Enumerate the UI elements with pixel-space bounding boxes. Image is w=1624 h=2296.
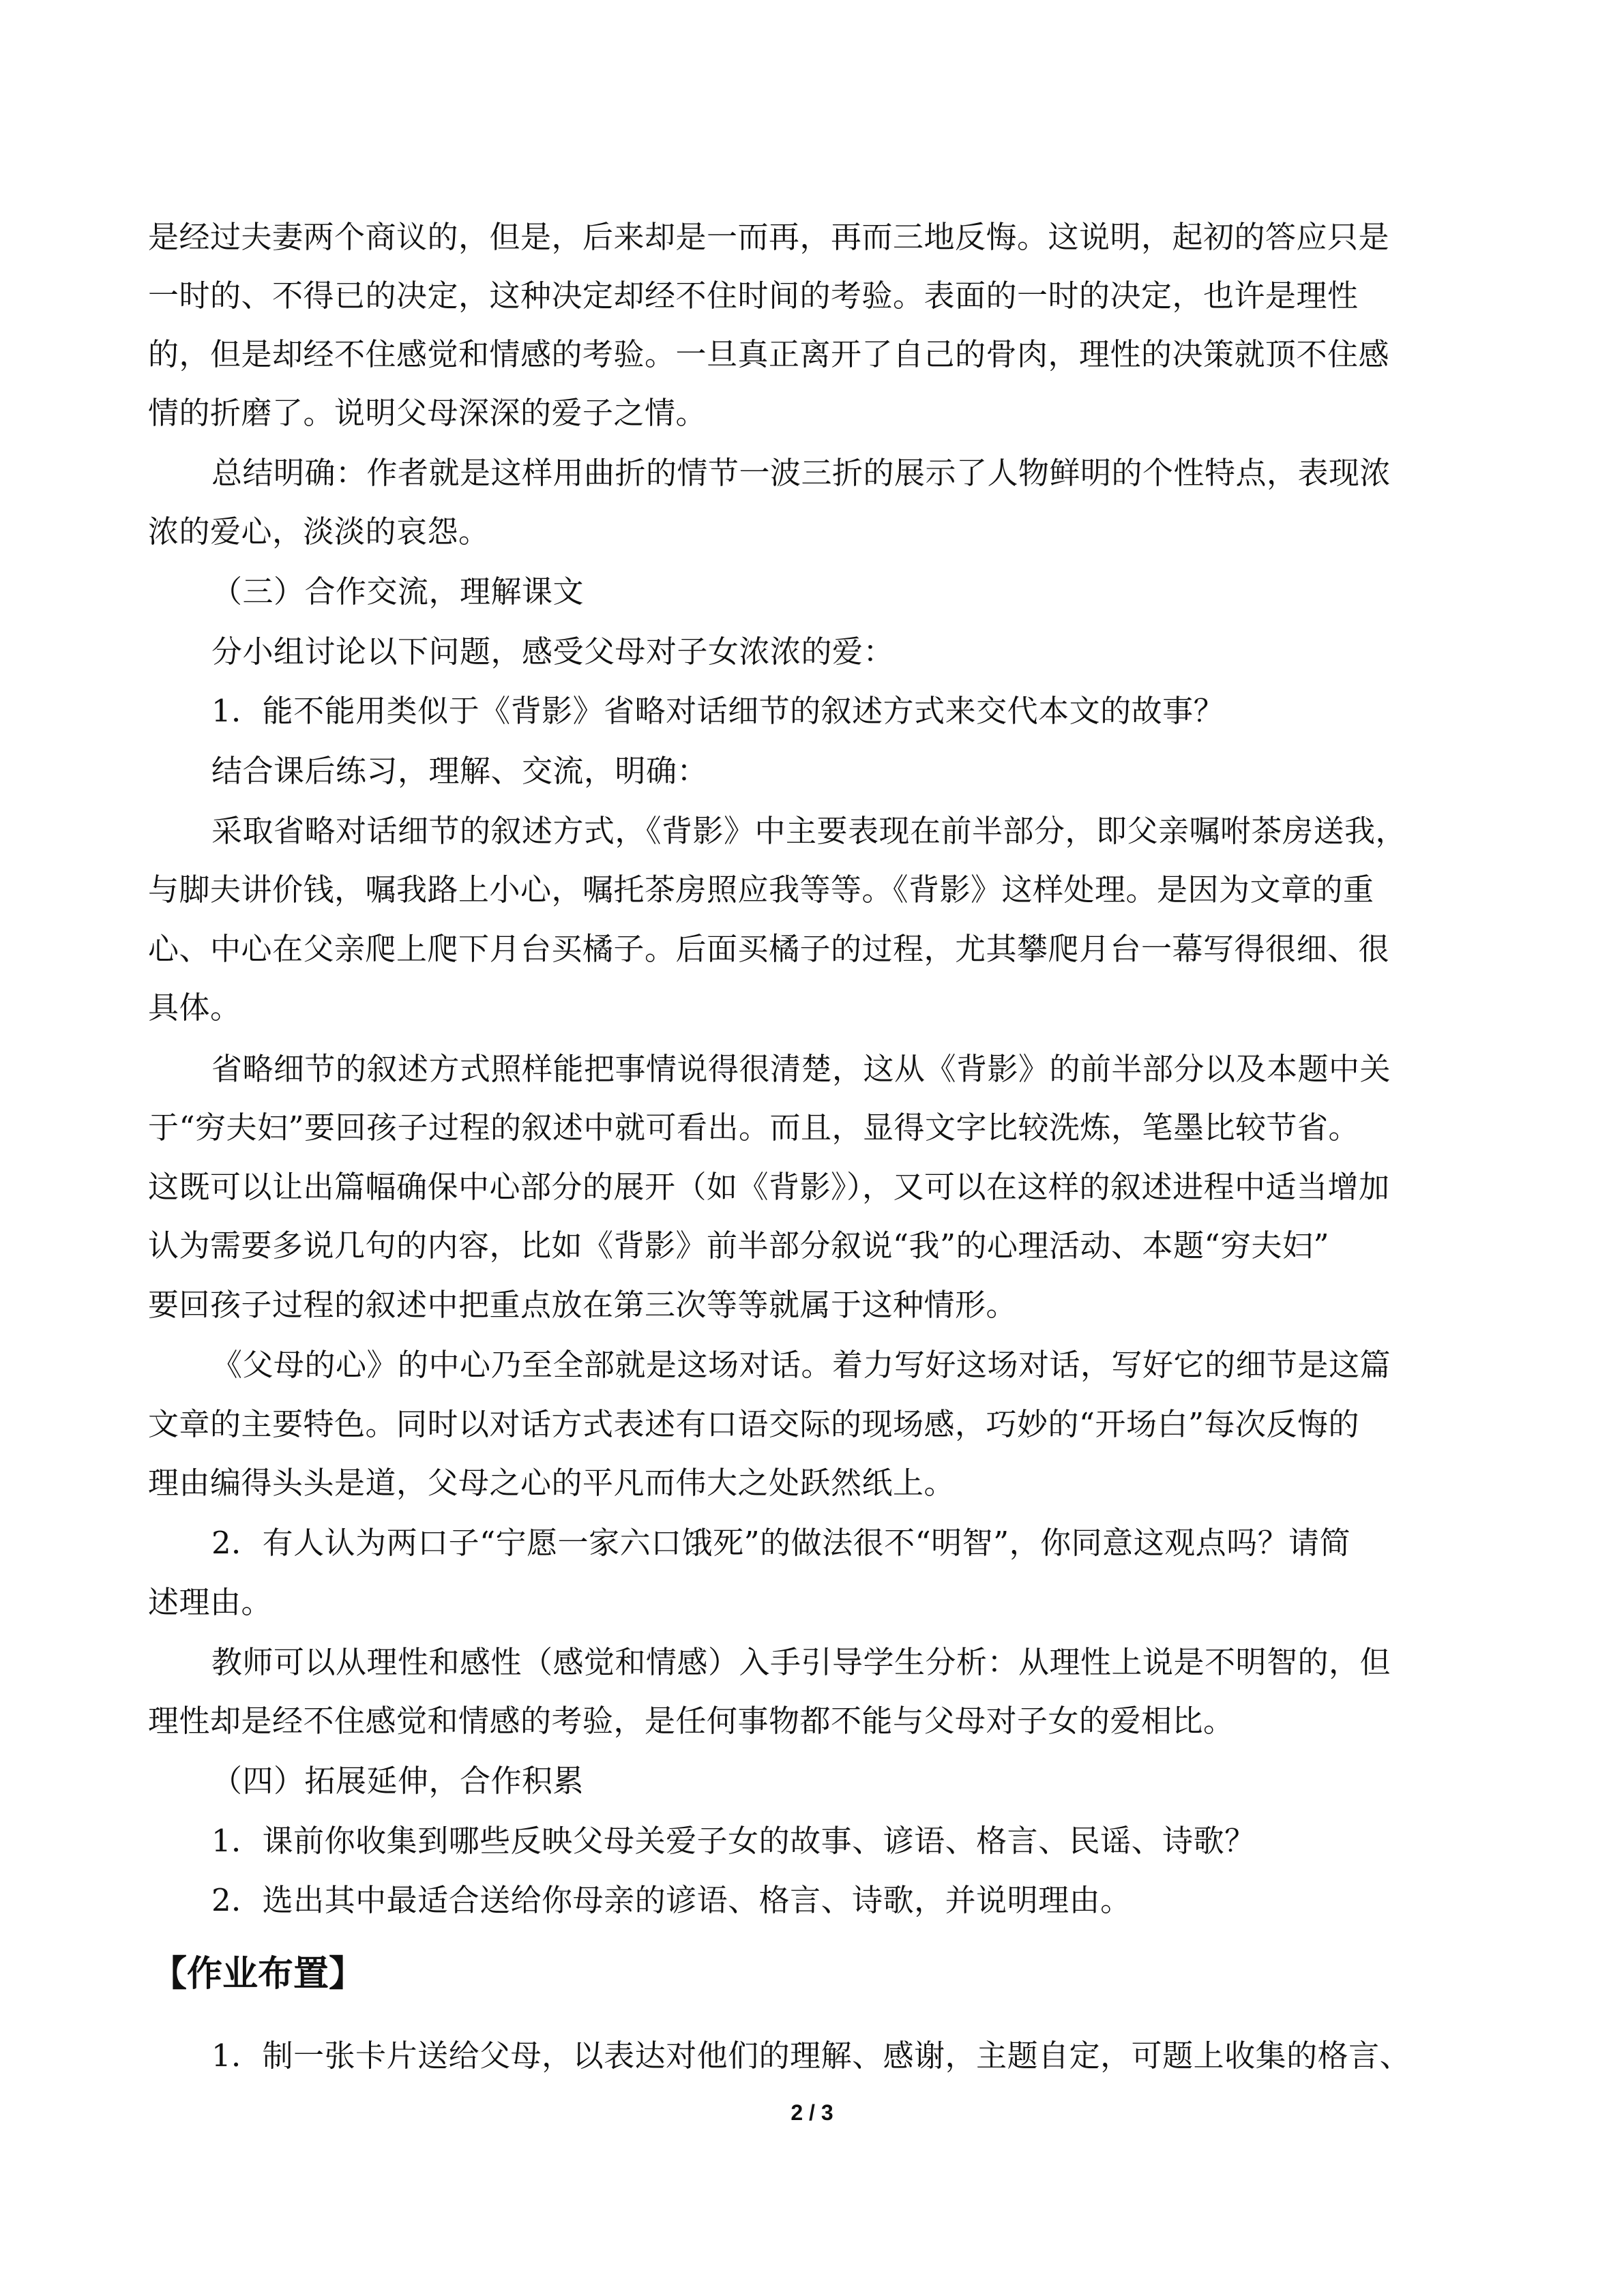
paragraph-line: 心、中心在父亲爬上爬下月台买橘子。后面买橘子的过程，尤其攀爬月台一幕写得很细、很: [148, 931, 1390, 967]
paragraph-line: 要回孩子过程的叙述中把重点放在第三次等等就属于这种情形。: [148, 1287, 1018, 1323]
paragraph-line: 与脚夫讲价钱，嘱我路上小心，嘱托茶房照应我等等。《背影》这样处理。是因为文章的重: [148, 871, 1374, 908]
paragraph-line: 分小组讨论以下问题，感受父母对子女浓浓的爱：: [211, 633, 895, 670]
paragraph-line: 认为需要多说几句的内容，比如《背影》前半部分叙说“我”的心理活动、本题“穷夫妇”: [148, 1227, 1330, 1264]
question-item: 2．有人认为两口子“宁愿一家六口饿死”的做法很不“明智”，你同意这观点吗？请简: [211, 1525, 1351, 1561]
paragraph-line: 教师可以从理性和感性（感觉和情感）入手引导学生分析：从理性上说是不明智的，但: [211, 1644, 1391, 1680]
paragraph-line: 浓的爱心，淡淡的哀怨。: [148, 513, 490, 550]
paragraph-line: 一时的、不得已的决定，这种决定却经不住时间的考验。表面的一时的决定，也许是理性: [148, 278, 1359, 314]
paragraph-line: 采取省略对话细节的叙述方式，《背影》中主要表现在前半部分，即父亲嘱咐茶房送我，: [211, 813, 1407, 849]
question-item: 1．课前你收集到哪些反映父母关爱子女的故事、谚语、格言、民谣、诗歌？: [211, 1823, 1256, 1859]
paragraph-line: 结合课后练习，理解、交流，明确：: [211, 753, 709, 789]
question-item: 2．选出其中最适合送给你母亲的谚语、格言、诗歌，并说明理由。: [211, 1882, 1132, 1918]
paragraph-line: 理性却是经不住感觉和情感的考验，是任何事物都不能与父母对子女的爱相比。: [148, 1703, 1235, 1739]
paragraph-line: 的，但是却经不住感觉和情感的考验。一旦真正离开了自己的骨肉，理性的决策就顶不住感: [148, 336, 1390, 372]
homework-item: 1．制一张卡片送给父母，以表达对他们的理解、感谢，主题自定，可题上收集的格言、: [211, 2038, 1411, 2074]
question-item: 1．能不能用类似于《背影》省略对话细节的叙述方式来交代本文的故事？: [211, 693, 1225, 729]
paragraph-line: 理由编得头头是道，父母之心的平凡而伟大之处跃然纸上。: [148, 1465, 956, 1501]
paragraph-line: 情的折磨了。说明父母深深的爱子之情。: [148, 395, 707, 431]
section-subtitle: （四）拓展延伸，合作积累: [211, 1763, 585, 1799]
paragraph-line: 具体。: [148, 989, 241, 1026]
paragraph-line: 是经过夫妻两个商议的，但是，后来却是一而再，再而三地反悔。这说明，起初的答应只是: [148, 219, 1390, 255]
paragraph-line: 总结明确：作者就是这样用曲折的情节一波三折的展示了人物鲜明的个性特点，表现浓: [211, 455, 1391, 491]
paragraph-line: 这既可以让出篇幅确保中心部分的展开（如《背影》），又可以在这样的叙述进程中适当增加: [148, 1169, 1390, 1205]
paragraph-line: 文章的主要特色。同时以对话方式表述有口语交际的现场感，巧妙的“开场白”每次反悔的: [148, 1406, 1360, 1442]
section-subtitle: （三）合作交流，理解课文: [211, 573, 585, 610]
paragraph-line: 省略细节的叙述方式照样能把事情说得很清楚，这从《背影》的前半部分以及本题中关: [211, 1051, 1391, 1087]
paragraph-line: 《父母的心》的中心乃至全部就是这场对话。着力写好这场对话，写好它的细节是这篇: [211, 1347, 1391, 1383]
page-number: 2 / 3: [791, 2100, 833, 2125]
section-heading: 【作业布置】: [151, 1954, 365, 1995]
paragraph-line: 述理由。: [148, 1584, 273, 1620]
paragraph-line: 于“穷夫妇”要回孩子过程的叙述中就可看出。而且，显得文字比较洗炼，笔墨比较节省。: [148, 1109, 1360, 1146]
